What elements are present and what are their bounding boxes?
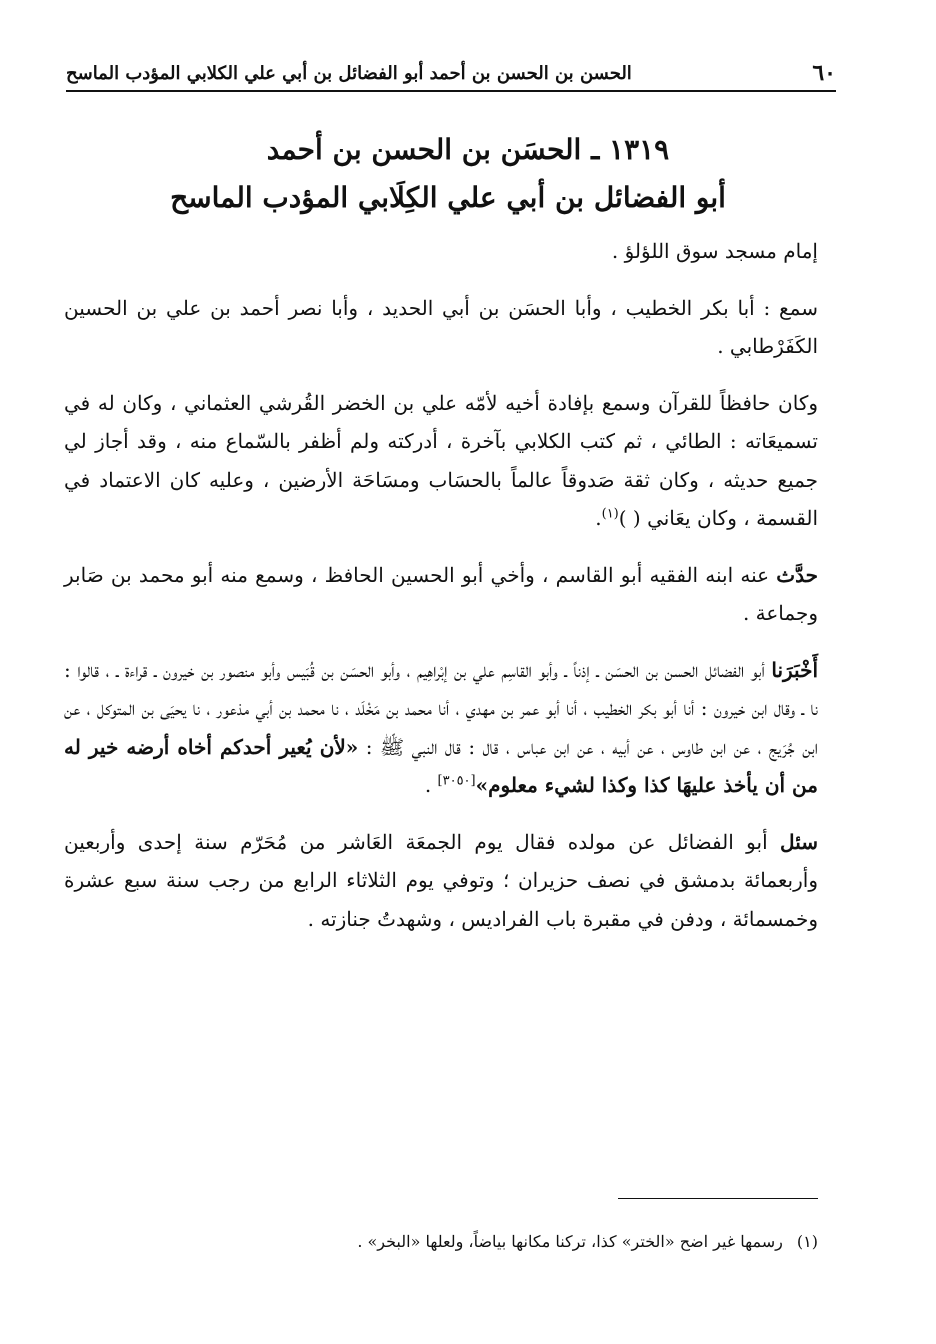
footnote-number: (١) (796, 1232, 818, 1251)
footnote-text: رسمها غير اضح «الختر» كذا، تركنا مكانها بياضاً، ولعلها «البخر» . (357, 1232, 783, 1251)
paragraph-birth-death (64, 823, 818, 939)
paragraph-biography-text: وكان حافظاً للقرآن وسمع بإفادة أخيه لأمّه علي بن الخضر القُرشي العثماني ، وكان له في تسميعَاته : الطائي ، ثم كتب الكلابي بآخرة ، أدركته ولم أظفر بالسّماع منه ، وقد أجاز لي جميع حديثه ، وكان ثقة صَدوقاً عالماً بالحسَاب ومسَاحَة الأرضين ، وعليه كان الاعتماد في القسمة ، وكان يعَاني ( ) (64, 390, 818, 530)
paragraph-teachers (64, 289, 818, 366)
entry-title (60, 126, 836, 222)
paragraph-imam-text: إمام مسجد سوق اللؤلؤ . (611, 239, 818, 263)
paragraph-narrators (64, 556, 818, 633)
footnote-ref: (١) (601, 506, 619, 522)
paragraph-birth-death-text: أبو الفضائل عن مولده فقال يوم الجمعَة العَاشر من مُحَرّم سنة إحدى وأربعين وأربعمائة بدمشق في نصف حزيران ؛ وتوفي يوم الثلاثاء الرابع من رجب سنة سبع عشرة وخمسمائة ، ودفن في مقبرة باب الفراديس ، وشهدتُ جنازته . (64, 829, 818, 931)
page-number: ٦٠ (812, 60, 836, 86)
hadith-quote: «لأن يُعير أحدكم أخاه أرضه خير له من أن يأخذ عليهَا كذا وكذا لشيء معلوم» (64, 734, 818, 797)
lead-word-suila: سئل (780, 829, 818, 854)
paragraph-biography (64, 384, 818, 538)
paragraph-hadith-text: أبو الفضائل الحسن بن الحسَن ـ إذناً ـ وأبو القاسِم علي بن إبْراهِيم ، وأبو الحسَن بن قُبَيس وأبو منصور بن خيرون ـ قراءة ـ ، قالوا : نا ـ وقال ابن خيرون : أنا أبو بكر الخطيب ، أنا أبو عمر بن مهدي ، أنا محمد بن مَخْلَد ، نا محمد بن أبي مذعور ، نا يحيَى بن المتوكل ، عن ابن جُرَيج ، عن ابن طاوس ، عن أبيه ، عن ابن عباس ، قال : قال النبي ﷺ : (64, 657, 818, 759)
paragraph-teachers-text: سمع : أبا بكر الخطيب ، وأبا الحسَن بن أبي الحديد ، وأبا نصر أحمد بن علي بن الحسين الكَفَرْطابي . (64, 295, 818, 358)
body-text (64, 232, 818, 938)
lead-word-akhbarana: أَخْبَرَنا (771, 657, 818, 682)
paragraph-hadith (64, 651, 818, 805)
paragraph-biography-end: . (595, 506, 602, 530)
footnote (64, 1228, 818, 1256)
paragraph-imam (64, 232, 818, 271)
footnote-divider (618, 1198, 818, 1199)
entry-title-line-2: أبو الفضائل بن أبي علي الكِلَابي المؤدب الماسح (170, 181, 726, 214)
hadith-number: [٣٠٥٠] (437, 773, 476, 789)
paragraph-narrators-text: عنه ابنه الفقيه أبو القاسم ، وأخي أبو الحسين الحافظ ، وسمع منه أبو محمد بن صَابر وجماعة . (64, 562, 818, 625)
running-title: الحسن بن الحسن بن أحمد أبو الفضائل بن أبي علي الكلابي المؤدب الماسح (66, 62, 632, 84)
paragraph-hadith-end: . (424, 773, 438, 797)
entry-title-line-1: ١٣١٩ ـ الحسَن بن الحسن بن أحمد (266, 133, 670, 166)
lead-word-haddath: حدَّث (776, 562, 818, 587)
running-header (66, 56, 836, 92)
